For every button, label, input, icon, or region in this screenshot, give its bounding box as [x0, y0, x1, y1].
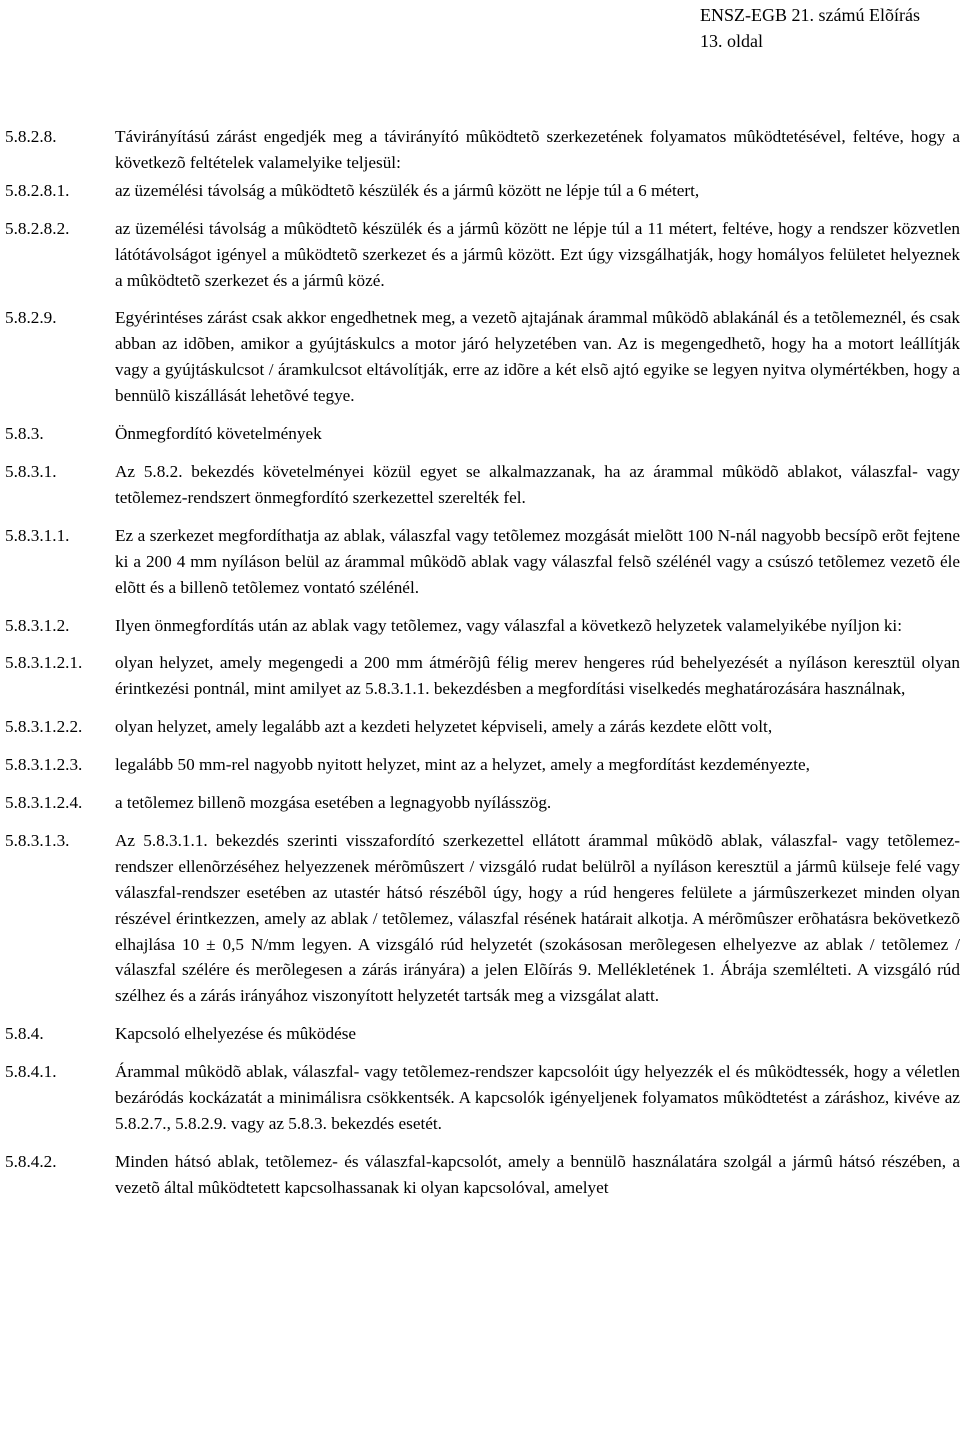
- paragraph-number: 5.8.3.1.3.: [5, 830, 70, 850]
- paragraph-number: 5.8.3.: [5, 424, 44, 444]
- paragraph-number: 5.8.2.8.1.: [5, 180, 70, 200]
- paragraph-text: az üzemélési távolság a mûködtetõ készülék és a jármû között ne lépje túl a 6 métert,: [115, 180, 700, 200]
- paragraph-number: 5.8.3.1.2.3.: [5, 755, 83, 775]
- section-heading-text: Önmegfordító követelmények: [115, 424, 322, 444]
- document-title: ENSZ-EGB 21. számú Elõírás: [700, 5, 920, 25]
- paragraph-text: Az 5.8.2. bekezdés követelményei közül egyet se alkalmazzanak, ha az árammal mûködõ ablakot, válaszfal- vagy tetõlemez-rendszert önmegfordító szerkezettel szerelték fel.: [115, 461, 960, 507]
- paragraph-number: 5.8.2.9.: [5, 308, 57, 328]
- paragraph-text: Minden hátsó ablak, tetõlemez- és válaszfal-kapcsolót, amely a bennülõ használatára szolgál a jármû hátsó részében, a vezetõ által mûködtetett kapcsolhassanak ki olyan kapcsolóval, amelyet: [115, 1151, 960, 1197]
- paragraph-text: Ilyen önmegfordítás után az ablak vagy tetõlemez, vagy válaszfal a következõ helyzetek valamelyikébe nyíljon ki:: [115, 615, 902, 635]
- paragraph-number: 5.8.3.1.2.1.: [5, 653, 83, 673]
- paragraph-5-8-3-1-3: [5, 828, 960, 1009]
- paragraph-text: a tetõlemez billenõ mozgása esetében a legnagyobb nyílásszög.: [115, 793, 552, 813]
- paragraph-5-8-3-1-2-2: [5, 714, 960, 740]
- paragraph-text: Távirányítású zárást engedjék meg a távirányító mûködtetõ szerkezetének folyamatos mûködtetésével, feltéve, hogy a következõ feltételek valamelyike teljesül:: [115, 127, 960, 172]
- section-heading-5-8-4: [5, 1021, 960, 1047]
- paragraph-number: 5.8.3.1.2.4.: [5, 793, 83, 813]
- paragraph-5-8-3-1-2: [5, 613, 960, 639]
- paragraph-text: Ez a szerkezet megfordíthatja az ablak, válaszfal vagy tetõlemez mozgását mielõtt 100 N-nál nagyobb becsípõ erõt fejtene ki a 200 4 mm nyíláson belül az árammal mûködõ ablak vagy válaszfal felsõ szélénél vagy a csúszó tetõlemez vezetõ éle elõtt és a billenõ tetõlemez vontató szélénél.: [115, 525, 960, 597]
- paragraph-5-8-2-8-1: [5, 178, 960, 204]
- paragraph-5-8-3-1-2-4: [5, 790, 960, 816]
- paragraph-text: Az 5.8.3.1.1. bekezdés szerinti visszafordító szerkezettel ellátott árammal mûködõ ablak, válaszfal- vagy tetõlemez-rendszer ellenõrzéséhez helyezzenek mérõmûszert / vizsgáló rudat belülrõl a nyíláson keresztül a jármû külseje felé vagy válaszfal-rendszer esetében az utastér hátsó részébõl úgy, hogy a rúd hengeres felülete a jármûszerkezet minden olyan részével érintkezzen, amely az ablak / tetõlemez, válaszfal résének határait alkotja. A mérõmûszer erõhatásra bekövetkezõ elhajlása 10 ± 0,5 N/mm legyen. A vizsgáló rúd helyzetét (szokásosan merõlegesen elhelyezve az ablak / tetõlemez / válaszfal szélére és merõlegesen a zárás irányára) a jelen Elõírás 9. Mellékletének 1. Ábrája szemlélteti. A vizsgáló rúd szélhez és a zárás irányához viszonyított helyzetét tartsák meg a vizsgálat alatt.: [115, 830, 960, 1006]
- paragraph-5-8-3-1: [5, 459, 960, 511]
- paragraph-text: olyan helyzet, amely legalább azt a kezdeti helyzetet képviseli, amely a zárás kezdete elõtt volt,: [115, 717, 773, 737]
- paragraph-5-8-2-9: [5, 305, 960, 409]
- paragraph-number: 5.8.3.1.1.: [5, 525, 70, 545]
- paragraph-number: 5.8.4.1.: [5, 1062, 57, 1082]
- paragraph-5-8-3-1-2-3: [5, 752, 960, 778]
- paragraph-5-8-3-1-1: [5, 523, 960, 601]
- paragraph-5-8-2-8: [5, 124, 960, 176]
- page-header: [700, 2, 920, 54]
- paragraph-text: olyan helyzet, amely megengedi a 200 mm átmérõjû félig merev hengeres rúd behelyezését a nyíláson keresztül olyan érintkezési pontnál, mint amilyet az 5.8.3.1.1. bekezdésben a megfordítási viselkedés meghatározására használnak,: [115, 653, 960, 699]
- paragraph-number: 5.8.4.2.: [5, 1151, 57, 1171]
- paragraph-5-8-4-2: [5, 1149, 960, 1201]
- paragraph-number: 5.8.2.8.: [5, 127, 57, 146]
- paragraph-number: 5.8.2.8.2.: [5, 218, 70, 238]
- paragraph-text: az üzemélési távolság a mûködtetõ készülék és a jármû között ne lépje túl a 11 métert, feltéve, hogy a rendszer közvetlen látótávolságot igényel a mûködtetõ szerkezet és a jármû között. Ezt úgy vizsgálhatják, hogy homályos felületet helyeznek a mûködtetõ szerkezet és a jármû közé.: [115, 218, 960, 290]
- section-heading-5-8-3: [5, 421, 960, 447]
- paragraph-number: 5.8.3.1.2.: [5, 615, 70, 635]
- paragraph-5-8-4-1: [5, 1059, 960, 1137]
- section-heading-text: Kapcsoló elhelyezése és mûködése: [115, 1024, 357, 1044]
- paragraph-5-8-3-1-2-1: [5, 650, 960, 702]
- page-number: 13. oldal: [700, 31, 764, 51]
- paragraph-number: 5.8.3.1.2.2.: [5, 717, 83, 737]
- paragraph-text: legalább 50 mm-rel nagyobb nyitott helyzet, mint az a helyzet, amely a megfordítást kezdeményezte,: [115, 755, 810, 775]
- paragraph-text: Egyérintéses zárást csak akkor engedhetnek meg, a vezetõ ajtajának árammal mûködõ ablakánál és a tetõlemeznél, és csak abban az idõben, amikor a gyújtáskulcs a motor járó helyzetében van. Az is megengedhetõ, hogy ha a motort leállítják vagy a gyújtáskulcsot / áramkulcsot eltávolítják, erre az idõre a két elsõ ajtó egyike se legyen nyitva olymértékben, hogy a bennülõ kiszállását lehetõvé tegye.: [115, 308, 960, 406]
- document-body: [5, 124, 960, 1213]
- paragraph-number: 5.8.4.: [5, 1024, 44, 1044]
- paragraph-5-8-2-8-2: [5, 216, 960, 294]
- paragraph-text: Árammal mûködõ ablak, válaszfal- vagy tetõlemez-rendszer kapcsolóit úgy helyezzék el és mûködtessék, hogy a véletlen bezáródás kockázatát a minimálisra csökkentsék. A kapcsolók igényeljenek folyamatos mûködtetést a záráshoz, kivéve az 5.8.2.7., 5.8.2.9. vagy az 5.8.3. bekezdés esetét.: [115, 1062, 960, 1133]
- paragraph-number: 5.8.3.1.: [5, 461, 57, 481]
